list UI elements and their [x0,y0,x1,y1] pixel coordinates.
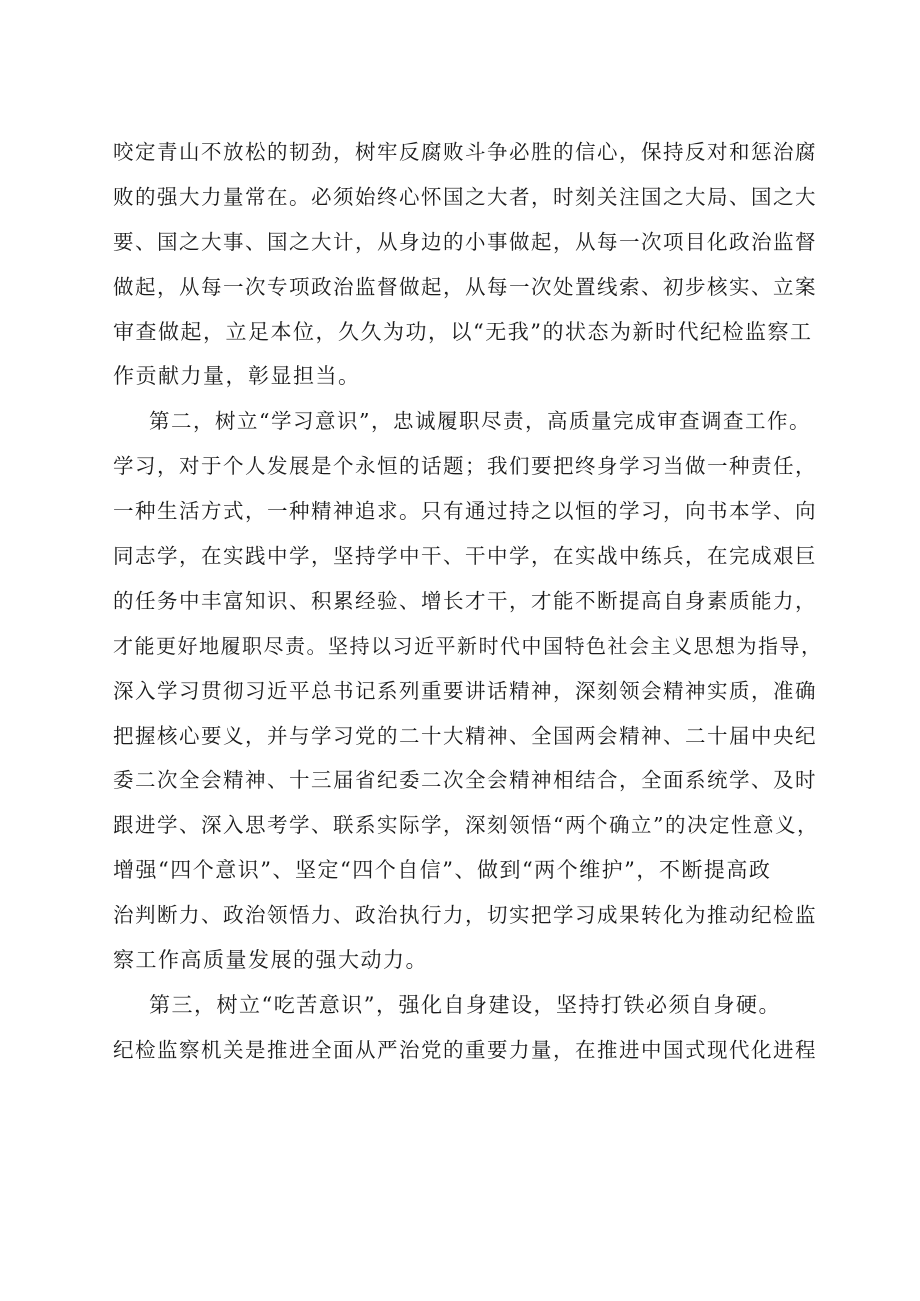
text-line: 要、国之大事、国之大计，从身边的小事做起，从每一次项目化政治监督 [113,229,817,254]
text-line: 治判断力、政治领悟力、政治执行力，切实把学习成果转化为推动纪检监 [113,903,817,928]
text-line: 败的强大力量常在。必须始终心怀国之大者，时刻关注国之大局、国之大 [113,184,817,209]
text-line: 学习，对于个人发展是个永恒的话题；我们要把终身学习当做一种责任， [113,454,817,479]
text-line: 跟进学、深入思考学、联系实际学，深刻领悟“两个确立”的决定性意义， [113,813,819,838]
text-line: 才能更好地履职尽责。坚持以习近平新时代中国特色社会主义思想为指导， [113,633,823,658]
text-line: 的任务中丰富知识、积累经验、增长才干，才能不断提高自身素质能力， [113,588,817,613]
text-line: 纪检监察机关是推进全面从严治党的重要力量，在推进中国式现代化进程 [113,1037,817,1062]
text-line: 增强“四个意识”、坚定“四个自信”、做到“两个维护”，不断提高政 [113,858,772,883]
text-line: 做起，从每一次专项政治监督做起，从每一次处置线索、初步核实、立案 [113,274,817,299]
text-line: 一种生活方式，一种精神追求。只有通过持之以恒的学习，向书本学、向 [113,499,817,524]
text-line: 把握核心要义，并与学习党的二十大精神、全国两会精神、二十届中央纪 [113,723,817,748]
text-line: 委二次全会精神、十三届省纪委二次全会精神相结合，全面系统学、及时 [113,768,817,793]
paragraph-heading-third: 第三，树立“吃苦意识”，强化自身建设，坚持打铁必须自身硬。 [149,992,781,1017]
text-line: 深入学习贯彻习近平总书记系列重要讲话精神，深刻领会精神实质，准确 [113,678,817,703]
text-line: 察工作高质量发展的强大动力。 [113,948,428,973]
text-line: 作贡献力量，彰显担当。 [113,364,361,389]
text-line: 咬定青山不放松的韧劲，树牢反腐败斗争必胜的信心，保持反对和惩治腐 [113,140,817,164]
text-line: 同志学，在实践中学，坚持学中干、干中学，在实战中练兵，在完成艰巨 [113,544,817,569]
body-text [113,130,823,1073]
text-line: 审查做起，立足本位，久久为功，以“无我”的状态为新时代纪检监察工 [113,319,813,344]
paragraph-heading-second: 第二，树立“学习意识”，忠诚履职尽责，高质量完成审查调查工作。 [149,409,811,434]
